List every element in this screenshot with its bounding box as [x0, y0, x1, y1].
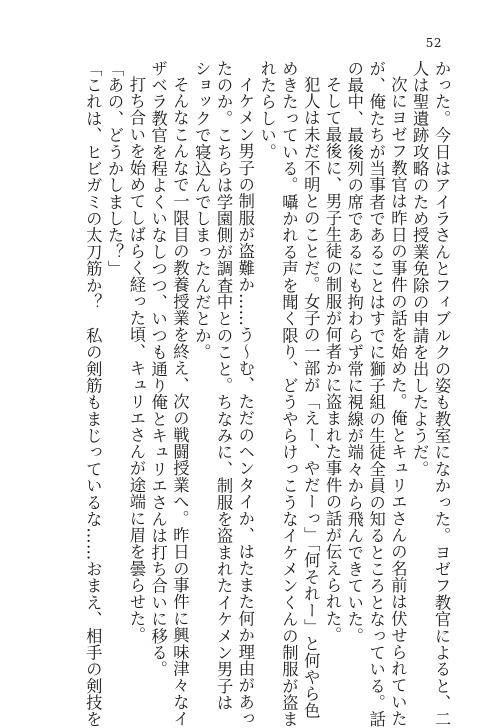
text-line: が、俺たちが当事者であることはすでに獅子組の生徒全員の知るところとなっている。話 [366, 60, 386, 728]
text-line: かった。今日はアイラさんとフィブルクの姿も教室になかった。ヨゼフ教官によると、二 [432, 60, 451, 728]
page-number: 52 [425, 36, 442, 50]
text-line: そして最後に、男子生徒の制服が何者かに盗まれた事件の話が伝えられた。 [323, 76, 343, 644]
text-line: めきたっている。囁かれる声を聞く限り、どうやらけっこうなイケメンくんの制服が盗ま [279, 60, 299, 728]
text-line: イケメン男子の制服が盗難か……う～む、ただのヘンタイか、はたまた何か理由があっ [235, 76, 255, 728]
text-line: 次にヨゼフ教官は昨日の事件の話を始めた。俺とキュリエさんの名前は伏せられていた [388, 76, 408, 728]
text-line: たのか。こちらは学園側が調査中とのこと。ちなみに、制服を盗まれたイケメン男子は [214, 60, 234, 711]
text-line: 人は聖遺跡攻略のため授業免除の申請を出したようだ。 [410, 60, 430, 478]
text-line: の最中、最後列の席であるにも拘わらず常に視線が端々から飛んできていた。 [344, 60, 364, 645]
text-line: 「これは、ヒビガミの太刀筋か？ 私の剣筋もまじっているな……おまえ、相手の剣技を [83, 60, 103, 728]
text-line: 打ち合いを始めてしばらく経った頃、キュリエさんが途端に眉を曇らせた。 [126, 76, 146, 644]
text-line: ショックで寝込んでしまったんだとか。 [192, 60, 212, 361]
text-line: ザベラ教官を程よくいなしつつ、いつも通り俺とキュリエさんは打ち合いに移る。 [148, 60, 168, 678]
text-line: そんなこんなで一限目の教養授業を終え、次の戦闘授業へ。昨日の事件に興味津々なイ [170, 76, 190, 728]
text-line: 「あの、どうかしました？」 [105, 60, 125, 277]
text-line: 犯人は未だ不明とのことだ。女子の一部が「えー、やだーっ」「何それー」と何やら色 [301, 76, 321, 720]
vertical-text-body [52, 60, 452, 728]
text-line: れたらしい。 [257, 60, 277, 161]
